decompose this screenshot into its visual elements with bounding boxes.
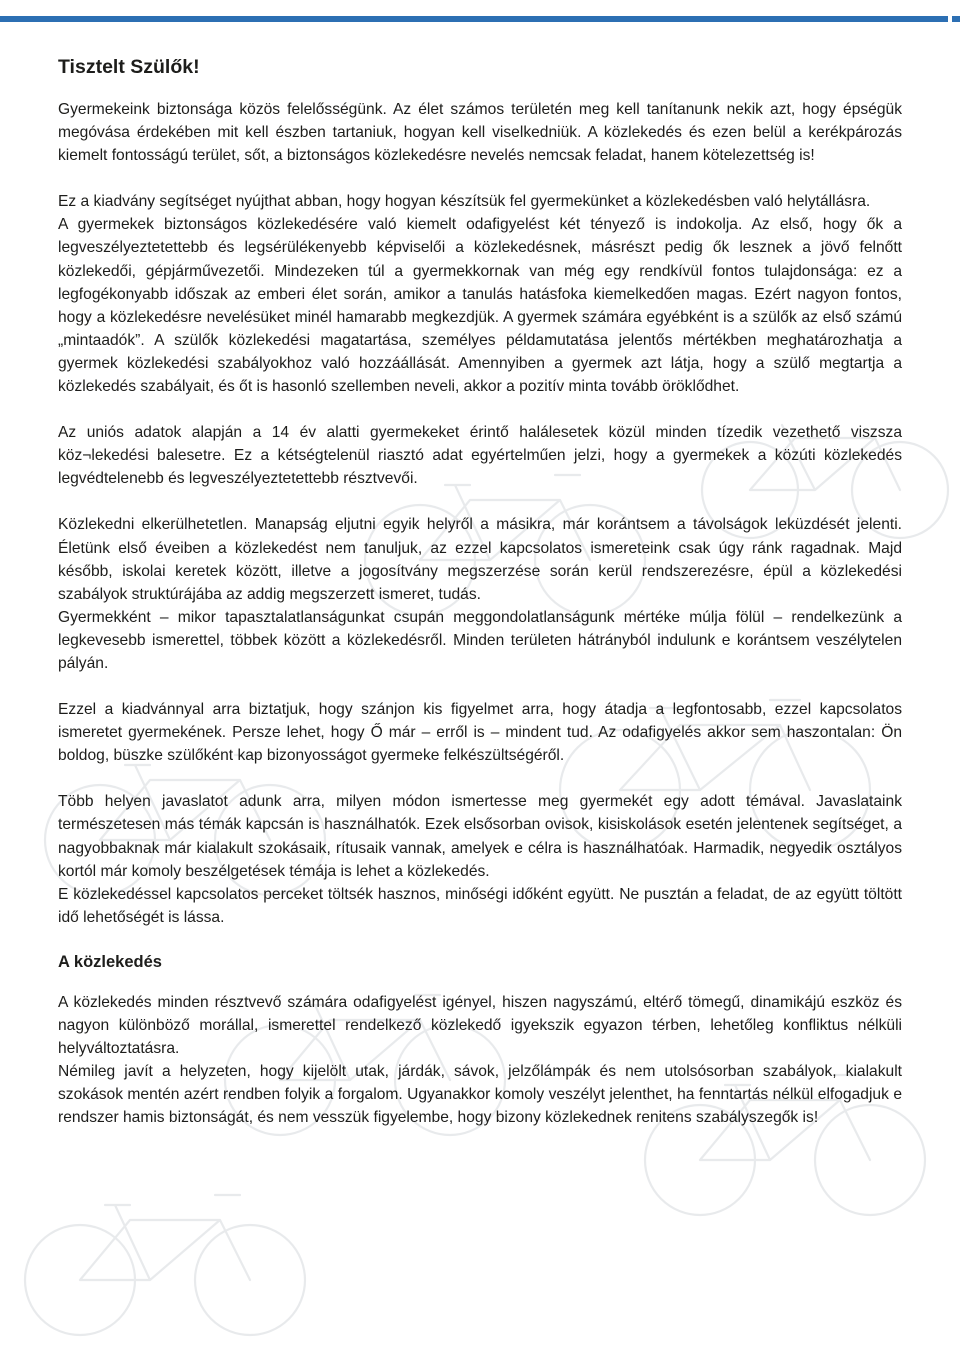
paragraph-6a: Több helyen javaslatot adunk arra, milyen módon ismertesse meg gyermekét egy adott témával. Javaslataink természetesen más témák kapcsán is használhatók. Ezek elsősorban ovisok, kisiskolások esetén jelentenek segítséget, a nagyobbaknak már kialakult szokásaik, rítusaik vannak, amelyek e célra is használhatóak. Harmadik, negyedik osztályos kortól már komoly beszélgetések témája is lehet a közlekedés. [58, 793, 902, 880]
bicycle-watermark-icon [25, 1195, 305, 1335]
paragraph-6b: E közlekedéssel kapcsolatos perceket töltsék hasznos, minőségi időként együtt. Ne pusztán a feladat, de az együtt töltött idő lehetőségét is lássa. [58, 885, 902, 926]
greeting-heading: Tisztelt Szülők! [58, 56, 200, 78]
letter-body [58, 52, 902, 1129]
paragraph-7a: A közlekedés minden résztvevő számára odafigyelést igényel, hiszen nagyszámú, eltérő tömegű, dinamikájú eszköz és nagyon különböző morállal, ismerettel rendelkező közlekedő igyekszik egyazon térben, lehetőleg konfliktus nélküli helyváltoztatásra. [58, 993, 902, 1058]
paragraph-2a: Ez a kiadvány segítséget nyújthat abban, hogy hogyan készítsük fel gyermekünket a közlekedésben való helytállásra. [58, 193, 871, 211]
paragraph-4a: Közlekedni elkerülhetetlen. Manapság eljutni egyik helyről a másikra, már korántsem a távolságok leküzdését jelenti. Életünk első éveiben a közlekedést nem tanuljuk, az ezzel kapcsolatos ismereteink csak úgy ránk ragadnak. Majd később, iskolai keretek között, illetve a jogosítvány megszerzése során kerül rendszerezésre, épül a közlekedési szabályok struktúrájába az addig megszerzett ismeret, tudás. [58, 516, 902, 603]
paragraph-5: Ezzel a kiadvánnyal arra biztatjuk, hogy szánjon kis figyelmet arra, hogy átadja a legfontosabb, ezzel kapcsolatos ismeretet gyermekének. Persze lehet, hogy Ő már – erről is – mindent tud. Az odafigyelés akkor sem haszontalan: Ön boldog, büszke szülőként kap bizonyosságot gyermeke felkészültségéről. [58, 701, 902, 765]
paragraph-7b: Némileg javít a helyzeten, hogy kijelölt utak, járdák, sávok, jelzőlámpák és nem utolsósorban szabályok, kialakult szokások mentén azért rendben folyik a forgalom. Ugyanakkor komoly veszélyt jelenthet, ha fenntartás nélkül elfogadjuk e rendszer hamis biztonságát, és nem vesszük figyelembe, hogy bizony közlekednek renitens szabályszegők is! [58, 1063, 902, 1127]
paragraph-4b: Gyermekként – mikor tapasztalatlanságunkat csupán meggondolatlanságunk mértéke múlja fölül – rendelkezünk a legkevesebb ismerettel, többek között a közlekedésről. Minden területen hátrányból indulunk e korántsem veszélytelen pályán. [58, 608, 902, 672]
paragraph-3: Az uniós adatok alapján a 14 év alatti gyermekeket érintő halálesetek közül minden tízedik vezethető viszsza köz¬lekedési balesetre. Ez a kétségtelenül riasztó adat egyértelműen jelzi, hogy a gyermekek a közúti közlekedés legvédtelenebb és legveszélyeztetettebb résztvevői. [58, 424, 902, 488]
top-accent-rule [0, 16, 948, 22]
intro-paragraph: Gyermekeink biztonsága közös felelősségünk. Az élet számos területén meg kell tanítanunk nekik azt, hogy épségük megóvása érdekében mit kell észben tartaniuk, hogyan kell viselkedniük. A közlekedés és ezen belül a kerékpározás kiemelt fontosságú terület, sőt, a biztonságos közlekedésre nevelés nemcsak feladat, hanem kötelezettség is! [58, 101, 902, 165]
section-title: A közlekedés [58, 952, 162, 971]
paragraph-2b: A gyermekek biztonságos közlekedésére való kiemelt odafigyelést két tényező is indokolja. Az első, hogy ők a legveszélyeztetettebb és legsérülékenyebb képviselői a közlekedésnek, másrészt pedig ők lesznek a jövő felnőtt közlekedői, gépjárművezetői. Mindezeken túl a gyermekkornak van még egy rendkívül fontos tulajdonsága: ez a legfogékonyabb időszak az emberi élet során, amikor a tanulás hatásfoka kiemelkedően magas. Ezért nagyon fontos, hogy a közlekedésre nevelésüket minél hamarabb megkezdjük. A gyermek számára egyébként is a szülők az első számú „mintaadók”. A szülők közlekedési magatartása, személyes példamutatása jelentős mértékben meghatározhatja a gyermek közlekedési szabályokhoz való hozzáállását. Amennyiben a gyermek azt látja, hogy a szülő megtartja a közlekedés szabályait, és őt is hasonló szellemben neveli, akkor a pozitív minta tovább öröklődhet. [58, 216, 902, 396]
top-accent-rule-end [952, 16, 960, 22]
